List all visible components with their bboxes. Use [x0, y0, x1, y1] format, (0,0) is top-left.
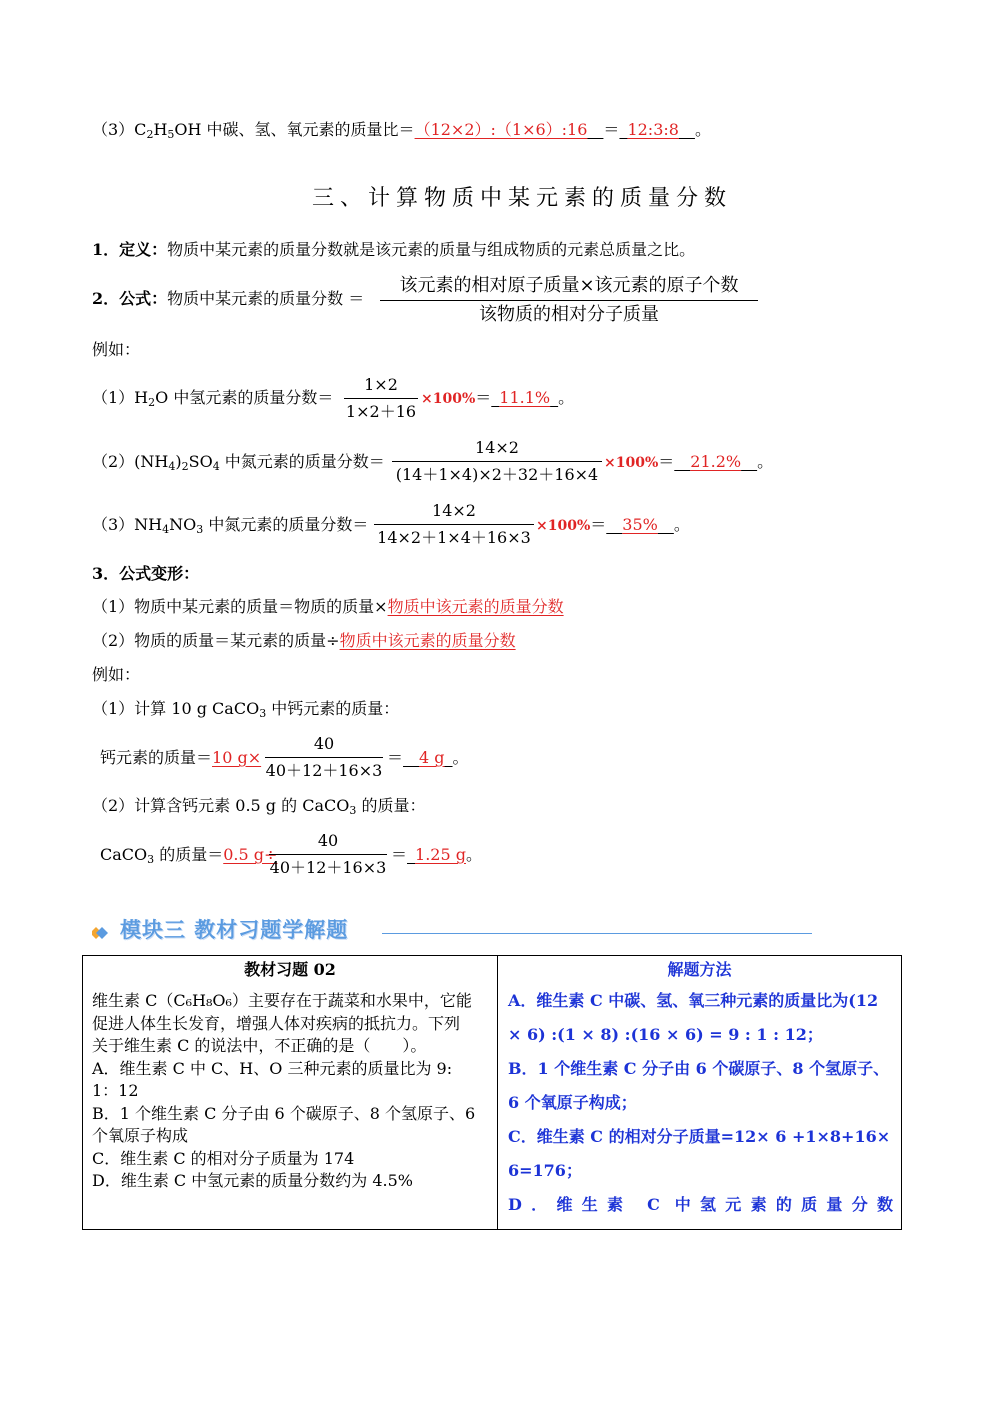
formula-line: 2．公式：物质中某元素的质量分数 ＝: [92, 289, 365, 308]
transform-label: 3．公式变形：: [92, 564, 200, 583]
h2o-fraction: 1×2 1×2＋16: [345, 375, 417, 421]
question-line: 1：12: [92, 1081, 139, 1100]
question-line: 促进人体生长发育，增强人体对疾病的抵抗力。下列: [92, 1013, 461, 1033]
example-caco3-mass-question: （2）计算含钙元素 0.5 g 的 CaCO$_3$ 的质量：: [92, 796, 426, 817]
nh4-2-so4-fraction: 14×2 (14＋1×4)×2＋32＋16×4: [392, 440, 602, 483]
h2o-result: ×100%＝ 11.1% 。: [421, 388, 575, 407]
example-label: 例如：: [92, 340, 141, 359]
solution-line: × 6) :(1 × 8) :(16 × 6) = 9 : 1 : 12；: [508, 1025, 823, 1044]
question-line: B．1 个维生素 C 分子由 6 个碳原子、8 个氢原子、6: [92, 1103, 476, 1123]
example-nh4-2-so4-line: $(2)(NH_4)_2SO_4$ 中氮元素的质量分数＝: [92, 452, 385, 473]
module-banner: [92, 918, 732, 948]
question-line: 维生素 C（C₆H₈O₆）主要存在于蔬菜和水果中，它能: [92, 991, 472, 1010]
module-banner-rule: [382, 933, 812, 934]
module-banner-title: 模块三 教材习题学解题: [120, 918, 349, 942]
nh4-2-so4-result: ×100%＝ 21.2% 。: [604, 452, 774, 471]
solution-line: A．维生素 C 中碳、氢、氧三种元素的质量比为(12: [508, 991, 879, 1010]
question-line: A．维生素 C 中 C、H、O 三种元素的质量比为 9:: [92, 1058, 453, 1078]
question-line: D．维生素 C 中氢元素的质量分数约为 4.5%: [92, 1171, 413, 1190]
question-line: 关于维生素 C 的说法中，不正确的是（ ）。: [92, 1036, 427, 1055]
solution-line: 6 个氧原子构成；: [508, 1093, 637, 1112]
answer-calcium-mass: 4 g: [419, 748, 445, 767]
solution-line: C．维生素 C 的相对分子质量=12× 6 +1×8+16×: [508, 1127, 891, 1146]
solution-line: B．1 个维生素 C 分子由 6 个碳原子、8 个氢原子、: [508, 1059, 890, 1078]
caco3-calcium-result: ＝ 4 g 。: [387, 748, 469, 767]
example-nh4no3-line: $(3)NH_4NO_3$ 中氮元素的质量分数＝: [92, 515, 369, 536]
example-h2o-line: $(1)H_2O$ 中氢元素的质量分数＝: [92, 388, 334, 409]
exercise-question-text: [83, 984, 497, 1193]
answer-transform-1: 物质中该元素的质量分数: [387, 597, 564, 616]
solution-line: 6=176；: [508, 1161, 582, 1180]
answer-caco3-mass: 1.25 g: [415, 845, 466, 864]
answer-h2o-percent: 11.1%: [499, 388, 551, 407]
question-line: C．维生素 C 的相对分子质量为 174: [92, 1148, 355, 1168]
caco3-calcium-fraction: 40 40＋12＋16×3: [265, 734, 383, 780]
nh4no3-fraction: 14×2 14×2＋1×4＋16×3: [374, 503, 534, 546]
answer-nh4-2-so4-percent: 21.2%: [690, 452, 742, 471]
exercise-table: [82, 955, 902, 1230]
exercise-question-cell: [83, 956, 498, 1230]
solution-text: [498, 984, 901, 1222]
example-caco3-calcium-question: （1）计算 10 g CaCO$_3$ 中钙元素的质量：: [92, 699, 400, 720]
transform-item-2: （2）物质的质量＝某元素的质量÷物质中该元素的质量分数: [92, 631, 516, 650]
answer-transform-2: 物质中该元素的质量分数: [339, 631, 516, 650]
definition-line: 1．定义：物质中某元素的质量分数就是该元素的质量与组成物质的元素总质量之比。: [92, 240, 696, 259]
answer-factor-0-5g: 0.5 g÷: [223, 845, 278, 864]
example-caco3-mass-lhs: CaCO$_3$ 的质量＝0.5 g÷: [100, 845, 278, 866]
nh4no3-result: ×100%＝ 35% 。: [536, 515, 690, 534]
solution-line: D．维生素 C 中氢元素的质量分数: [508, 1195, 893, 1214]
solution-method-cell: [498, 956, 902, 1230]
caco3-mass-result: ＝ 1.25 g。: [391, 845, 482, 864]
answer-mass-ratio-result: 12:3:8: [627, 120, 679, 139]
section-title: 三、计算物质中某元素的质量分数: [312, 186, 733, 211]
answer-nh4no3-percent: 35%: [622, 515, 658, 534]
c2h5oh-mass-ratio-line: $(3)C_2H_5OH$ 中碳、氢、氧元素的质量比＝（12×2）:（1×6）:16 ＝ 12:3:8 。: [92, 120, 711, 141]
example-label-2: 例如：: [92, 665, 141, 684]
exercise-header: 教材习题 02: [244, 960, 336, 979]
answer-mass-ratio-expression: （12×2）:（1×6）:16: [414, 120, 588, 139]
formula-fraction: 该元素的相对原子质量×该元素的原子个数 该物质的相对分子质量: [380, 277, 758, 324]
transform-item-1: （1）物质中某元素的质量＝物质的质量×物质中该元素的质量分数: [92, 597, 564, 616]
question-line: 个氧原子构成: [92, 1126, 189, 1145]
answer-factor-10g: 10 g×: [212, 748, 262, 767]
caco3-mass-fraction: 40 40＋12＋16×3: [269, 831, 387, 877]
double-diamond-icon: [92, 925, 108, 941]
solution-header: 解题方法: [667, 960, 732, 979]
example-caco3-calcium-lhs: 钙元素的质量＝10 g×: [100, 748, 262, 767]
